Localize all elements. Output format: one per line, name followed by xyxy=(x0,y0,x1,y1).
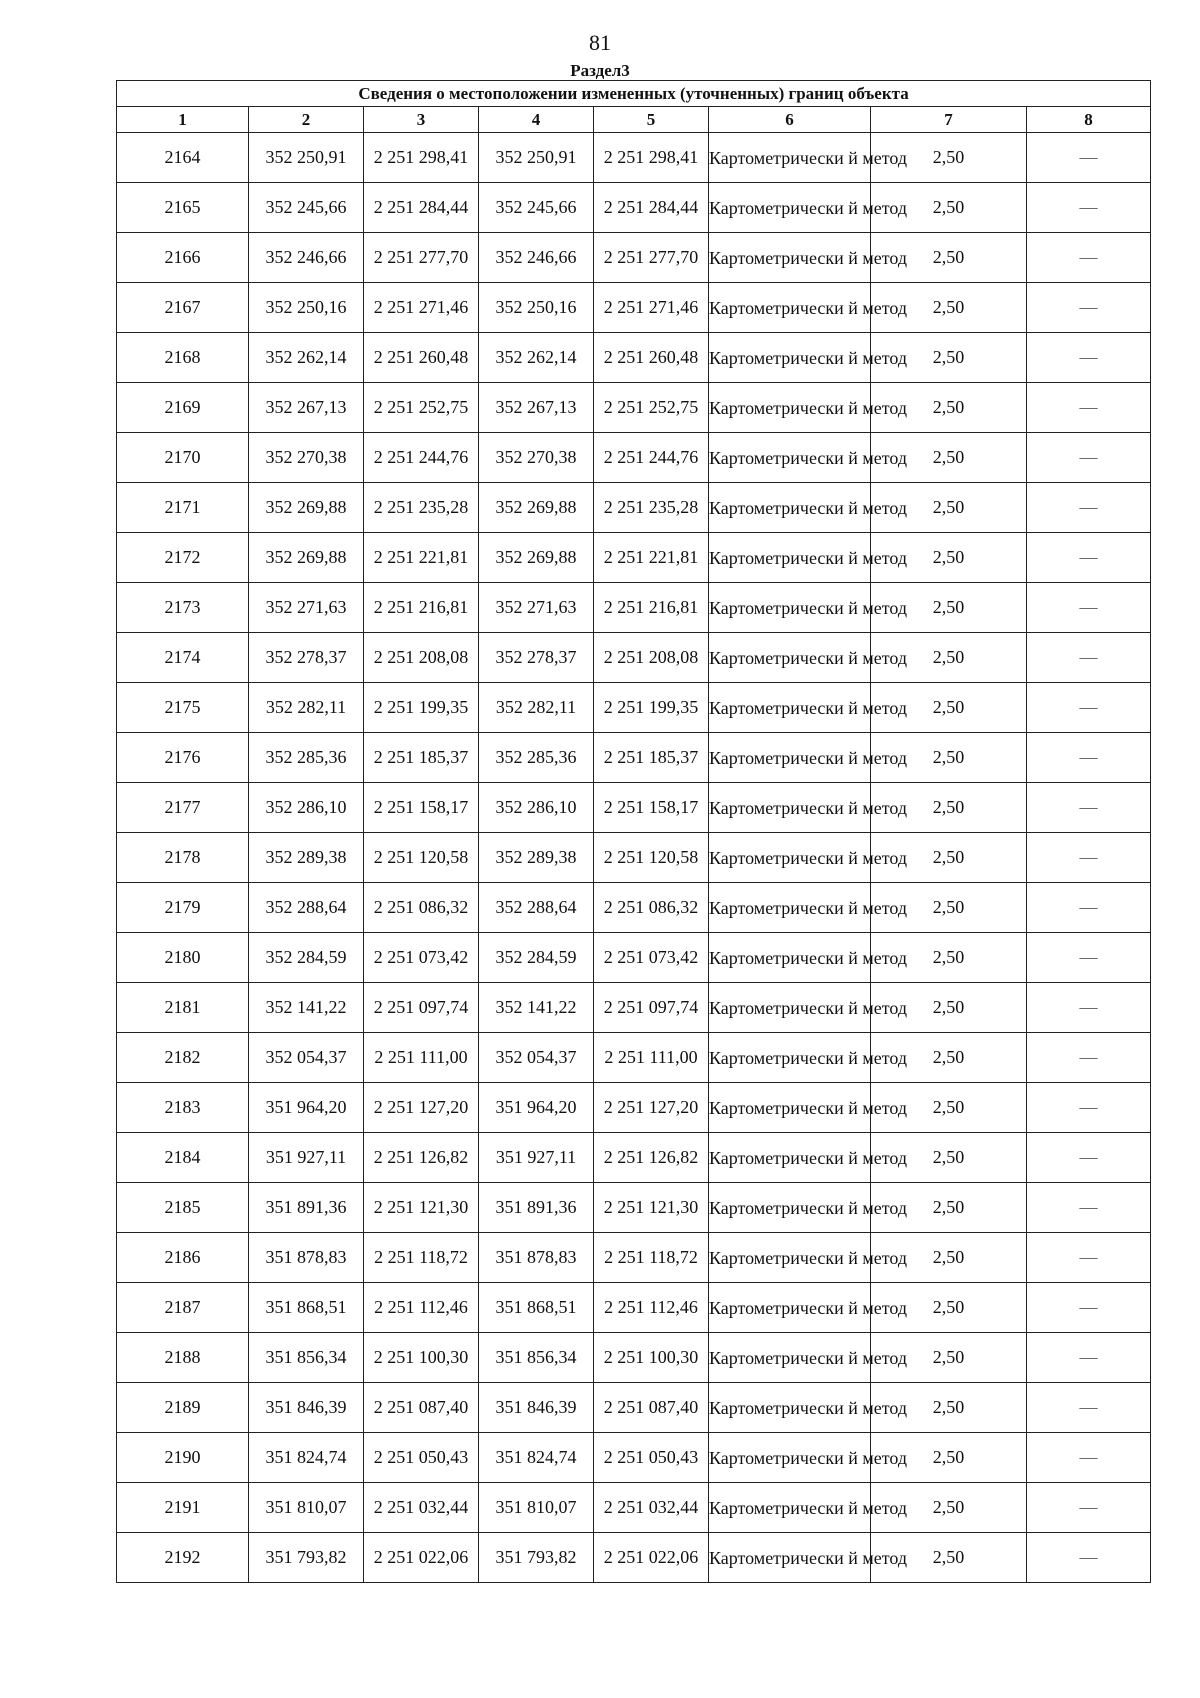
point-number-cell: 2183 xyxy=(117,1083,249,1133)
y-coordinate-cell: 2 251 235,28 xyxy=(594,483,709,533)
point-number-cell: 2170 xyxy=(117,433,249,483)
point-number-cell: 2167 xyxy=(117,283,249,333)
table-title-row xyxy=(117,81,1151,107)
table-row xyxy=(117,133,1151,183)
y-coordinate-cell: 2 251 086,32 xyxy=(364,883,479,933)
accuracy-cell: 2,50 xyxy=(871,833,1027,883)
x-coordinate-cell: 352 289,38 xyxy=(249,833,364,883)
y-coordinate-cell: 2 251 073,42 xyxy=(594,933,709,983)
accuracy-cell: 2,50 xyxy=(871,1183,1027,1233)
x-coordinate-cell: 351 891,36 xyxy=(249,1183,364,1233)
x-coordinate-cell: 351 846,39 xyxy=(479,1383,594,1433)
description-cell: — xyxy=(1027,183,1151,233)
y-coordinate-cell: 2 251 120,58 xyxy=(364,833,479,883)
y-coordinate-cell: 2 251 208,08 xyxy=(364,633,479,683)
y-coordinate-cell: 2 251 118,72 xyxy=(364,1233,479,1283)
accuracy-cell: 2,50 xyxy=(871,1083,1027,1133)
accuracy-cell: 2,50 xyxy=(871,1433,1027,1483)
y-coordinate-cell: 2 251 158,17 xyxy=(594,783,709,833)
y-coordinate-cell: 2 251 097,74 xyxy=(364,983,479,1033)
table-title: Сведения о местоположении измененных (уточненных) границ объекта xyxy=(117,81,1151,107)
y-coordinate-cell: 2 251 127,20 xyxy=(364,1083,479,1133)
description-cell: — xyxy=(1027,783,1151,833)
point-number-cell: 2164 xyxy=(117,133,249,183)
x-coordinate-cell: 352 267,13 xyxy=(479,383,594,433)
x-coordinate-cell: 352 250,16 xyxy=(249,283,364,333)
point-number-cell: 2178 xyxy=(117,833,249,883)
column-number: 8 xyxy=(1027,107,1151,133)
point-number-cell: 2177 xyxy=(117,783,249,833)
x-coordinate-cell: 352 250,16 xyxy=(479,283,594,333)
point-number-cell: 2174 xyxy=(117,633,249,683)
x-coordinate-cell: 352 288,64 xyxy=(249,883,364,933)
page-number: 81 xyxy=(589,30,611,55)
point-number-cell: 2180 xyxy=(117,933,249,983)
x-coordinate-cell: 352 289,38 xyxy=(479,833,594,883)
point-number-cell: 2190 xyxy=(117,1433,249,1483)
x-coordinate-cell: 352 288,64 xyxy=(479,883,594,933)
y-coordinate-cell: 2 251 284,44 xyxy=(594,183,709,233)
x-coordinate-cell: 352 270,38 xyxy=(479,433,594,483)
y-coordinate-cell: 2 251 050,43 xyxy=(364,1433,479,1483)
y-coordinate-cell: 2 251 199,35 xyxy=(594,683,709,733)
description-cell: — xyxy=(1027,1033,1151,1083)
table-row xyxy=(117,1133,1151,1183)
x-coordinate-cell: 351 793,82 xyxy=(249,1533,364,1583)
y-coordinate-cell: 2 251 032,44 xyxy=(594,1483,709,1533)
method-cell: Картометрически й метод xyxy=(709,733,871,783)
x-coordinate-cell: 352 278,37 xyxy=(479,633,594,683)
y-coordinate-cell: 2 251 277,70 xyxy=(364,233,479,283)
table-row xyxy=(117,733,1151,783)
method-cell: Картометрически й метод xyxy=(709,533,871,583)
accuracy-cell: 2,50 xyxy=(871,383,1027,433)
x-coordinate-cell: 352 271,63 xyxy=(479,583,594,633)
x-coordinate-cell: 352 250,91 xyxy=(249,133,364,183)
description-cell: — xyxy=(1027,333,1151,383)
accuracy-cell: 2,50 xyxy=(871,1533,1027,1583)
table-row xyxy=(117,1083,1151,1133)
x-coordinate-cell: 352 246,66 xyxy=(249,233,364,283)
x-coordinate-cell: 351 793,82 xyxy=(479,1533,594,1583)
column-number: 3 xyxy=(364,107,479,133)
table-row xyxy=(117,1483,1151,1533)
point-number-cell: 2188 xyxy=(117,1333,249,1383)
method-cell: Картометрически й метод xyxy=(709,783,871,833)
point-number-cell: 2181 xyxy=(117,983,249,1033)
table-body xyxy=(117,133,1151,1583)
x-coordinate-cell: 351 824,74 xyxy=(479,1433,594,1483)
x-coordinate-cell: 352 278,37 xyxy=(249,633,364,683)
x-coordinate-cell: 352 262,14 xyxy=(479,333,594,383)
description-cell: — xyxy=(1027,583,1151,633)
accuracy-cell: 2,50 xyxy=(871,583,1027,633)
x-coordinate-cell: 351 856,34 xyxy=(249,1333,364,1383)
description-cell: — xyxy=(1027,883,1151,933)
description-cell: — xyxy=(1027,633,1151,683)
method-cell: Картометрически й метод xyxy=(709,433,871,483)
x-coordinate-cell: 352 269,88 xyxy=(479,483,594,533)
x-coordinate-cell: 352 250,91 xyxy=(479,133,594,183)
x-coordinate-cell: 352 282,11 xyxy=(479,683,594,733)
method-cell: Картометрически й метод xyxy=(709,1433,871,1483)
point-number-cell: 2192 xyxy=(117,1533,249,1583)
method-cell: Картометрически й метод xyxy=(709,933,871,983)
table-row xyxy=(117,933,1151,983)
table-row xyxy=(117,1333,1151,1383)
y-coordinate-cell: 2 251 260,48 xyxy=(594,333,709,383)
x-coordinate-cell: 352 282,11 xyxy=(249,683,364,733)
point-number-cell: 2166 xyxy=(117,233,249,283)
accuracy-cell: 2,50 xyxy=(871,1383,1027,1433)
method-cell: Картометрически й метод xyxy=(709,1133,871,1183)
y-coordinate-cell: 2 251 120,58 xyxy=(594,833,709,883)
y-coordinate-cell: 2 251 252,75 xyxy=(594,383,709,433)
y-coordinate-cell: 2 251 100,30 xyxy=(594,1333,709,1383)
point-number-cell: 2179 xyxy=(117,883,249,933)
method-cell: Картометрически й метод xyxy=(709,333,871,383)
description-cell: — xyxy=(1027,533,1151,583)
column-number: 1 xyxy=(117,107,249,133)
accuracy-cell: 2,50 xyxy=(871,633,1027,683)
x-coordinate-cell: 352 269,88 xyxy=(479,533,594,583)
description-cell: — xyxy=(1027,1483,1151,1533)
accuracy-cell: 2,50 xyxy=(871,1133,1027,1183)
table-row xyxy=(117,1433,1151,1483)
y-coordinate-cell: 2 251 032,44 xyxy=(364,1483,479,1533)
x-coordinate-cell: 352 269,88 xyxy=(249,483,364,533)
method-cell: Картометрически й метод xyxy=(709,1083,871,1133)
table-row xyxy=(117,483,1151,533)
x-coordinate-cell: 351 868,51 xyxy=(249,1283,364,1333)
accuracy-cell: 2,50 xyxy=(871,1333,1027,1383)
y-coordinate-cell: 2 251 244,76 xyxy=(594,433,709,483)
table-row xyxy=(117,983,1151,1033)
x-coordinate-cell: 352 270,38 xyxy=(249,433,364,483)
x-coordinate-cell: 351 810,07 xyxy=(249,1483,364,1533)
x-coordinate-cell: 352 271,63 xyxy=(249,583,364,633)
method-cell: Картометрически й метод xyxy=(709,1333,871,1383)
y-coordinate-cell: 2 251 126,82 xyxy=(364,1133,479,1183)
accuracy-cell: 2,50 xyxy=(871,1033,1027,1083)
coordinates-table xyxy=(116,80,1151,1583)
method-cell: Картометрически й метод xyxy=(709,233,871,283)
accuracy-cell: 2,50 xyxy=(871,783,1027,833)
y-coordinate-cell: 2 251 022,06 xyxy=(364,1533,479,1583)
y-coordinate-cell: 2 251 216,81 xyxy=(364,583,479,633)
accuracy-cell: 2,50 xyxy=(871,933,1027,983)
method-cell: Картометрически й метод xyxy=(709,383,871,433)
table-row xyxy=(117,783,1151,833)
description-cell: — xyxy=(1027,933,1151,983)
table-row xyxy=(117,283,1151,333)
accuracy-cell: 2,50 xyxy=(871,1283,1027,1333)
description-cell: — xyxy=(1027,1183,1151,1233)
x-coordinate-cell: 351 878,83 xyxy=(479,1233,594,1283)
y-coordinate-cell: 2 251 073,42 xyxy=(364,933,479,983)
accuracy-cell: 2,50 xyxy=(871,133,1027,183)
method-cell: Картометрически й метод xyxy=(709,983,871,1033)
x-coordinate-cell: 351 810,07 xyxy=(479,1483,594,1533)
table-row xyxy=(117,883,1151,933)
y-coordinate-cell: 2 251 127,20 xyxy=(594,1083,709,1133)
description-cell: — xyxy=(1027,1433,1151,1483)
x-coordinate-cell: 351 868,51 xyxy=(479,1283,594,1333)
method-cell: Картометрически й метод xyxy=(709,633,871,683)
table-row xyxy=(117,633,1151,683)
accuracy-cell: 2,50 xyxy=(871,233,1027,283)
y-coordinate-cell: 2 251 111,00 xyxy=(594,1033,709,1083)
method-cell: Картометрически й метод xyxy=(709,1183,871,1233)
accuracy-cell: 2,50 xyxy=(871,733,1027,783)
table-row xyxy=(117,1233,1151,1283)
x-coordinate-cell: 352 262,14 xyxy=(249,333,364,383)
table-row xyxy=(117,1183,1151,1233)
x-coordinate-cell: 351 856,34 xyxy=(479,1333,594,1383)
y-coordinate-cell: 2 251 271,46 xyxy=(594,283,709,333)
accuracy-cell: 2,50 xyxy=(871,183,1027,233)
table-row xyxy=(117,533,1151,583)
x-coordinate-cell: 352 054,37 xyxy=(249,1033,364,1083)
x-coordinate-cell: 352 267,13 xyxy=(249,383,364,433)
x-coordinate-cell: 351 964,20 xyxy=(249,1083,364,1133)
accuracy-cell: 2,50 xyxy=(871,433,1027,483)
description-cell: — xyxy=(1027,733,1151,783)
x-coordinate-cell: 351 927,11 xyxy=(249,1133,364,1183)
y-coordinate-cell: 2 251 271,46 xyxy=(364,283,479,333)
x-coordinate-cell: 352 285,36 xyxy=(479,733,594,783)
point-number-cell: 2191 xyxy=(117,1483,249,1533)
y-coordinate-cell: 2 251 121,30 xyxy=(364,1183,479,1233)
point-number-cell: 2184 xyxy=(117,1133,249,1183)
y-coordinate-cell: 2 251 112,46 xyxy=(364,1283,479,1333)
column-number: 4 xyxy=(479,107,594,133)
point-number-cell: 2186 xyxy=(117,1233,249,1283)
x-coordinate-cell: 351 824,74 xyxy=(249,1433,364,1483)
accuracy-cell: 2,50 xyxy=(871,1233,1027,1283)
method-cell: Картометрически й метод xyxy=(709,883,871,933)
description-cell: — xyxy=(1027,383,1151,433)
description-cell: — xyxy=(1027,983,1151,1033)
y-coordinate-cell: 2 251 050,43 xyxy=(594,1433,709,1483)
table-row xyxy=(117,1283,1151,1333)
table-row xyxy=(117,583,1151,633)
x-coordinate-cell: 352 246,66 xyxy=(479,233,594,283)
column-number: 2 xyxy=(249,107,364,133)
accuracy-cell: 2,50 xyxy=(871,483,1027,533)
x-coordinate-cell: 352 245,66 xyxy=(249,183,364,233)
table-row xyxy=(117,183,1151,233)
y-coordinate-cell: 2 251 022,06 xyxy=(594,1533,709,1583)
table-row xyxy=(117,1533,1151,1583)
y-coordinate-cell: 2 251 260,48 xyxy=(364,333,479,383)
x-coordinate-cell: 352 285,36 xyxy=(249,733,364,783)
point-number-cell: 2165 xyxy=(117,183,249,233)
point-number-cell: 2171 xyxy=(117,483,249,533)
accuracy-cell: 2,50 xyxy=(871,533,1027,583)
y-coordinate-cell: 2 251 087,40 xyxy=(594,1383,709,1433)
x-coordinate-cell: 352 141,22 xyxy=(249,983,364,1033)
y-coordinate-cell: 2 251 298,41 xyxy=(594,133,709,183)
table-row xyxy=(117,683,1151,733)
accuracy-cell: 2,50 xyxy=(871,283,1027,333)
method-cell: Картометрически й метод xyxy=(709,683,871,733)
y-coordinate-cell: 2 251 199,35 xyxy=(364,683,479,733)
point-number-cell: 2187 xyxy=(117,1283,249,1333)
column-number: 6 xyxy=(709,107,871,133)
table-row xyxy=(117,433,1151,483)
method-cell: Картометрически й метод xyxy=(709,583,871,633)
y-coordinate-cell: 2 251 284,44 xyxy=(364,183,479,233)
column-number: 7 xyxy=(871,107,1027,133)
description-cell: — xyxy=(1027,1133,1151,1183)
y-coordinate-cell: 2 251 221,81 xyxy=(364,533,479,583)
y-coordinate-cell: 2 251 252,75 xyxy=(364,383,479,433)
accuracy-cell: 2,50 xyxy=(871,1483,1027,1533)
description-cell: — xyxy=(1027,833,1151,883)
method-cell: Картометрически й метод xyxy=(709,1533,871,1583)
y-coordinate-cell: 2 251 235,28 xyxy=(364,483,479,533)
point-number-cell: 2185 xyxy=(117,1183,249,1233)
x-coordinate-cell: 352 284,59 xyxy=(249,933,364,983)
description-cell: — xyxy=(1027,233,1151,283)
y-coordinate-cell: 2 251 185,37 xyxy=(364,733,479,783)
method-cell: Картометрически й метод xyxy=(709,1483,871,1533)
y-coordinate-cell: 2 251 087,40 xyxy=(364,1383,479,1433)
x-coordinate-cell: 351 927,11 xyxy=(479,1133,594,1183)
description-cell: — xyxy=(1027,133,1151,183)
description-cell: — xyxy=(1027,1233,1151,1283)
x-coordinate-cell: 352 269,88 xyxy=(249,533,364,583)
description-cell: — xyxy=(1027,283,1151,333)
table-row xyxy=(117,1033,1151,1083)
accuracy-cell: 2,50 xyxy=(871,333,1027,383)
method-cell: Картометрически й метод xyxy=(709,833,871,883)
accuracy-cell: 2,50 xyxy=(871,883,1027,933)
description-cell: — xyxy=(1027,433,1151,483)
column-number: 5 xyxy=(594,107,709,133)
method-cell: Картометрически й метод xyxy=(709,283,871,333)
method-cell: Картометрически й метод xyxy=(709,183,871,233)
x-coordinate-cell: 351 878,83 xyxy=(249,1233,364,1283)
point-number-cell: 2169 xyxy=(117,383,249,433)
table-row xyxy=(117,383,1151,433)
x-coordinate-cell: 351 846,39 xyxy=(249,1383,364,1433)
description-cell: — xyxy=(1027,1333,1151,1383)
y-coordinate-cell: 2 251 086,32 xyxy=(594,883,709,933)
description-cell: — xyxy=(1027,483,1151,533)
y-coordinate-cell: 2 251 118,72 xyxy=(594,1233,709,1283)
x-coordinate-cell: 352 286,10 xyxy=(249,783,364,833)
point-number-cell: 2168 xyxy=(117,333,249,383)
x-coordinate-cell: 352 286,10 xyxy=(479,783,594,833)
method-cell: Картометрически й метод xyxy=(709,1233,871,1283)
x-coordinate-cell: 351 964,20 xyxy=(479,1083,594,1133)
method-cell: Картометрически й метод xyxy=(709,483,871,533)
point-number-cell: 2189 xyxy=(117,1383,249,1433)
column-number-row xyxy=(117,107,1151,133)
point-number-cell: 2172 xyxy=(117,533,249,583)
description-cell: — xyxy=(1027,1383,1151,1433)
y-coordinate-cell: 2 251 112,46 xyxy=(594,1283,709,1333)
point-number-cell: 2176 xyxy=(117,733,249,783)
x-coordinate-cell: 351 891,36 xyxy=(479,1183,594,1233)
description-cell: — xyxy=(1027,1533,1151,1583)
method-cell: Картометрически й метод xyxy=(709,1033,871,1083)
y-coordinate-cell: 2 251 100,30 xyxy=(364,1333,479,1383)
table-row xyxy=(117,233,1151,283)
y-coordinate-cell: 2 251 126,82 xyxy=(594,1133,709,1183)
y-coordinate-cell: 2 251 111,00 xyxy=(364,1033,479,1083)
y-coordinate-cell: 2 251 221,81 xyxy=(594,533,709,583)
y-coordinate-cell: 2 251 277,70 xyxy=(594,233,709,283)
method-cell: Картометрически й метод xyxy=(709,1383,871,1433)
description-cell: — xyxy=(1027,1083,1151,1133)
y-coordinate-cell: 2 251 298,41 xyxy=(364,133,479,183)
x-coordinate-cell: 352 054,37 xyxy=(479,1033,594,1083)
point-number-cell: 2175 xyxy=(117,683,249,733)
y-coordinate-cell: 2 251 121,30 xyxy=(594,1183,709,1233)
y-coordinate-cell: 2 251 185,37 xyxy=(594,733,709,783)
point-number-cell: 2173 xyxy=(117,583,249,633)
y-coordinate-cell: 2 251 244,76 xyxy=(364,433,479,483)
x-coordinate-cell: 352 284,59 xyxy=(479,933,594,983)
table-row xyxy=(117,333,1151,383)
description-cell: — xyxy=(1027,683,1151,733)
table-row xyxy=(117,1383,1151,1433)
description-cell: — xyxy=(1027,1283,1151,1333)
x-coordinate-cell: 352 141,22 xyxy=(479,983,594,1033)
y-coordinate-cell: 2 251 097,74 xyxy=(594,983,709,1033)
section-title: Раздел3 xyxy=(570,61,630,80)
y-coordinate-cell: 2 251 216,81 xyxy=(594,583,709,633)
accuracy-cell: 2,50 xyxy=(871,683,1027,733)
table-row xyxy=(117,833,1151,883)
x-coordinate-cell: 352 245,66 xyxy=(479,183,594,233)
method-cell: Картометрически й метод xyxy=(709,133,871,183)
y-coordinate-cell: 2 251 208,08 xyxy=(594,633,709,683)
y-coordinate-cell: 2 251 158,17 xyxy=(364,783,479,833)
point-number-cell: 2182 xyxy=(117,1033,249,1083)
accuracy-cell: 2,50 xyxy=(871,983,1027,1033)
method-cell: Картометрически й метод xyxy=(709,1283,871,1333)
